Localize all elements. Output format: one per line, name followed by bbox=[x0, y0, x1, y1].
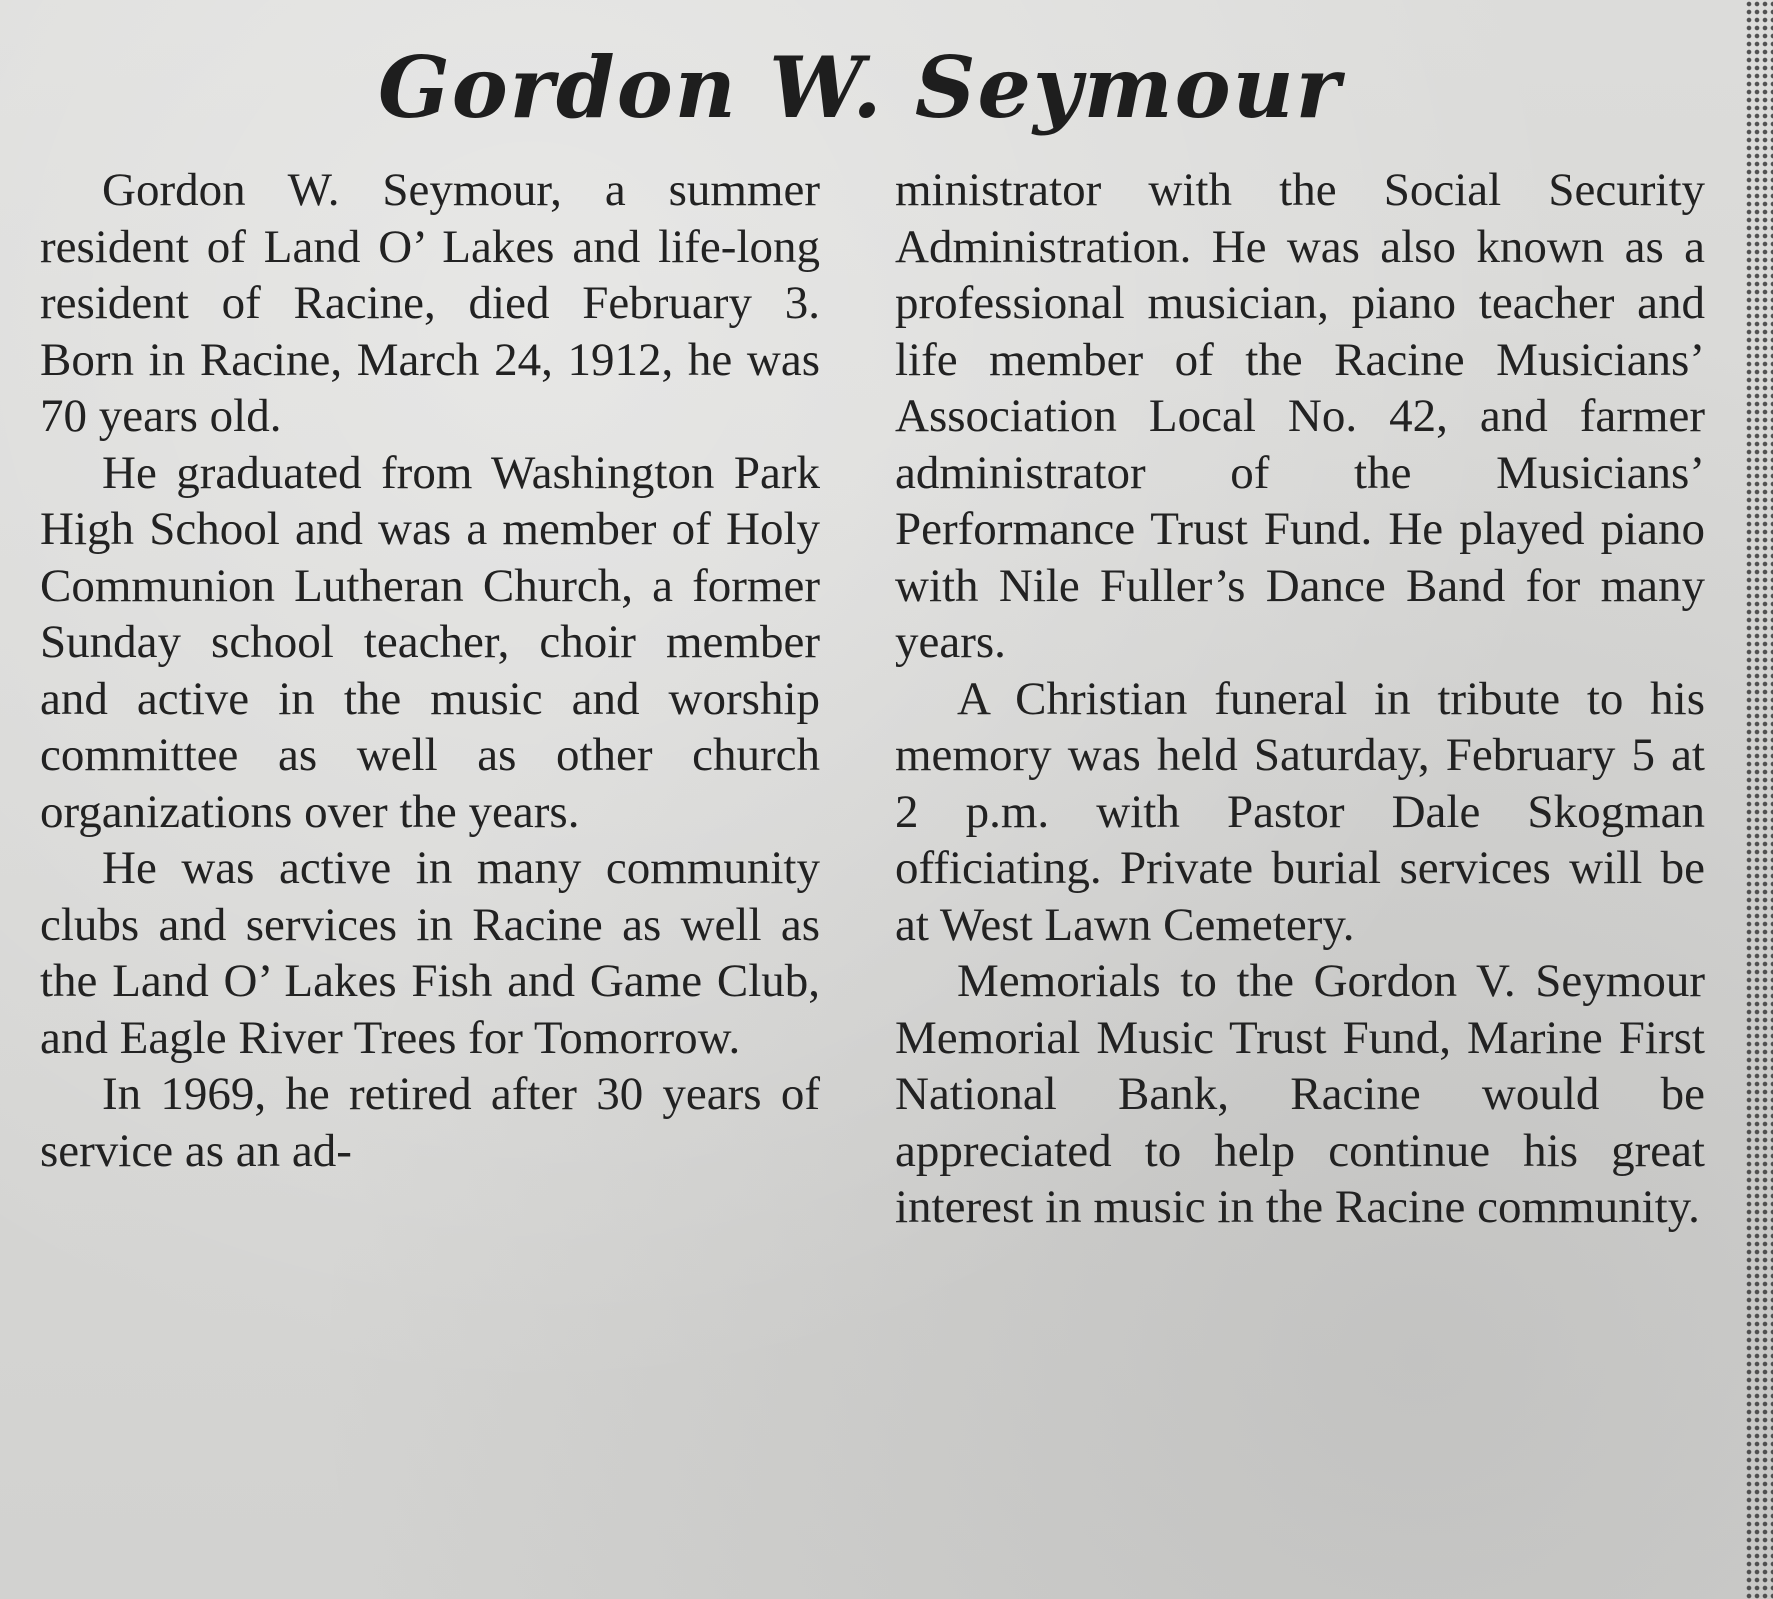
article-column-left bbox=[40, 162, 820, 1179]
paragraph-career-start: In 1969, he retired after 30 years of service as an ad- bbox=[40, 1068, 820, 1177]
paragraph-funeral: A Christian funeral in tribute to his memory was held Saturday, February 5 at 2 p.m. with Pastor Dale Skogman officiating. Private burial services will be at West Lawn Cemetery. bbox=[895, 672, 1705, 951]
obituary-headline: Gordon W. Seymour bbox=[378, 38, 1342, 137]
paragraph-education-church: He graduated from Washington Park High School and was a member of Holy Communion Lutheran Church, a former Sunday school teacher, choir member and active in the music and worship committee as well as other church organizations over the years. bbox=[40, 446, 820, 838]
paragraph-memorials: Memorials to the Gordon V. Seymour Memorial Music Trust Fund, Marine First National Bank, Racine would be appreciated to help continue his great interest in music in the Racine community. bbox=[895, 955, 1705, 1233]
dotted-edge-border bbox=[1745, 0, 1773, 1599]
article-column-right bbox=[895, 162, 1705, 1236]
paragraph-death-notice: Gordon W. Seymour, a summer resident of Land O’ Lakes and life-long resident of Racine, died February 3. Born in Racine, March 24, 1912, he was 70 years old. bbox=[40, 164, 820, 442]
paragraph-community: He was active in many community clubs and services in Racine as well as the Land O’ Lakes Fish and Game Club, and Eagle River Trees for Tomorrow. bbox=[40, 842, 820, 1064]
paragraph-career-continued: ministrator with the Social Security Administration. He was also known as a professional musician, piano teacher and life member of the Racine Musicians’ Association Local No. 42, and farmer administrator of the Musicians’ Performance Trust Fund. He played piano with Nile Fuller’s Dance Band for many years. bbox=[895, 164, 1705, 668]
